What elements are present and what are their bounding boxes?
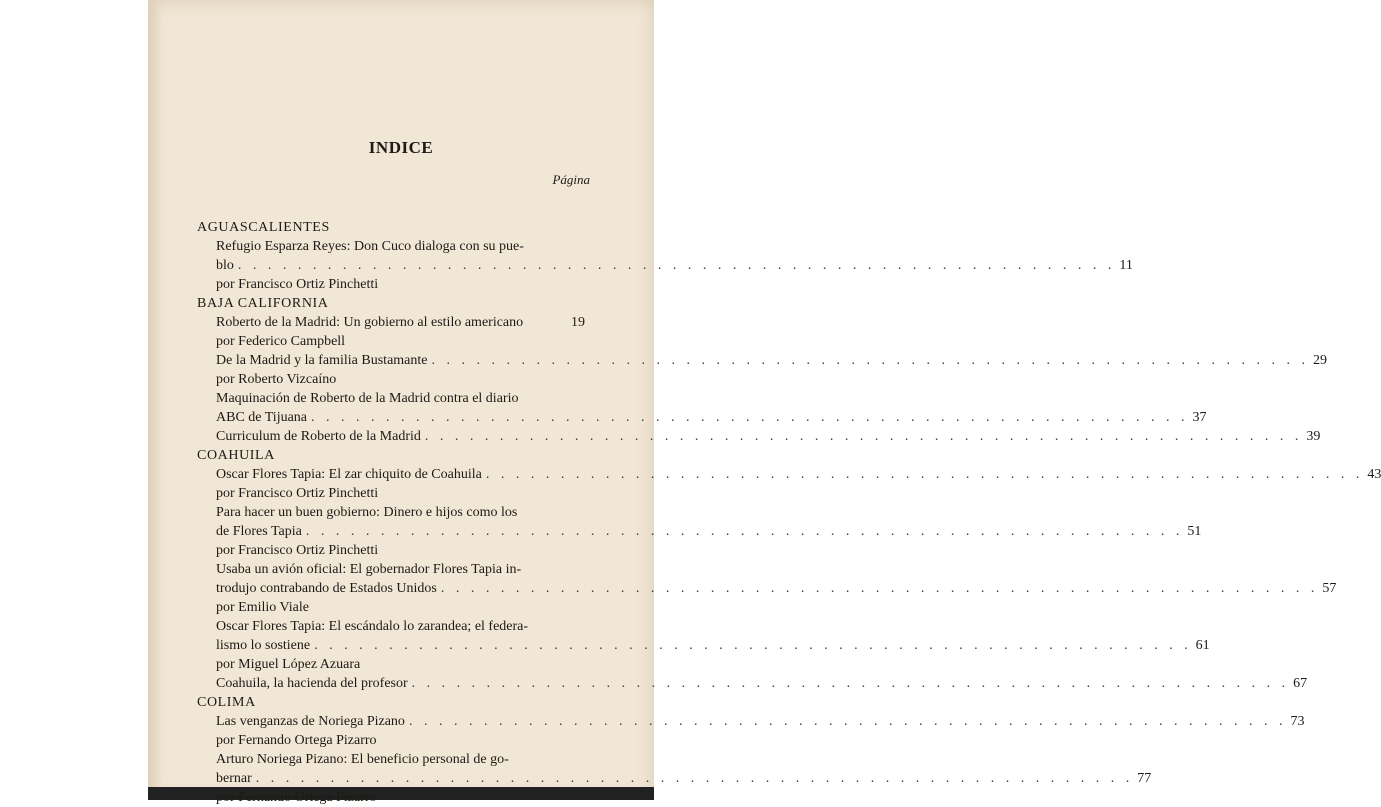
toc-entry: [197, 275, 585, 294]
entry-text: por Francisco Ortiz Pinchetti: [216, 277, 379, 292]
entry-text: por Fernando Ortega Pizarro: [216, 790, 377, 805]
state-heading: COLIMA: [197, 695, 256, 710]
page-number: 43: [1367, 467, 1381, 482]
toc-entry: [197, 427, 1321, 446]
toc-entry: [197, 370, 585, 389]
toc-entry: [197, 484, 585, 503]
entry-text: lismo lo sostiene: [216, 638, 311, 653]
page-gutter-shadow: [148, 0, 162, 800]
toc-entry: [197, 332, 585, 351]
entry-text: por Roberto Vizcaíno: [216, 372, 337, 387]
toc-entry: [197, 313, 585, 332]
entry-text: Arturo Noriega Pizano: El beneficio personal de go-: [216, 752, 509, 767]
entry-text: Para hacer un buen gobierno: Dinero e hijos como los: [216, 505, 518, 520]
toc-entry: [197, 769, 1152, 788]
entry-text: Coahuila, la hacienda del profesor: [216, 676, 408, 691]
state-heading: COAHUILA: [197, 448, 275, 463]
entry-text: por Fernando Ortega Pizarro: [216, 733, 377, 748]
dot-leader: . . . . . . . . . . . . . . . . . . . . . . . . . . . . . . . . . . . . . . . . . . . . . . . . . . . . . . . . . . .: [485, 467, 1364, 482]
entry-text: De la Madrid y la familia Bustamante: [216, 353, 428, 368]
entry-text: Las venganzas de Noriega Pizano: [216, 714, 405, 729]
toc-entry: [197, 522, 1202, 541]
toc-entry: [197, 788, 585, 807]
entry-text: Usaba un avión oficial: El gobernador Flores Tapia in-: [216, 562, 522, 577]
entry-text: Roberto de la Madrid: Un gobierno al estilo americano: [216, 315, 524, 330]
dot-leader: . . . . . . . . . . . . . . . . . . . . . . . . . . . . . . . . . . . . . . . . . . . . . . . . . . . . . . . . . . .: [311, 410, 1189, 425]
state-heading: AGUASCALIENTES: [197, 220, 330, 235]
entry-text: por Emilio Viale: [216, 600, 309, 615]
page-number: 37: [1192, 410, 1207, 425]
toc-entry: [197, 598, 585, 617]
toc-entry: [197, 256, 1133, 275]
toc-entry: [197, 674, 1308, 693]
dot-leader: . . . . . . . . . . . . . . . . . . . . . . . . . . . . . . . . . . . . . . . . . . . . . . . . . . . . . . . . . . .: [411, 676, 1290, 691]
entry-text: Maquinación de Roberto de la Madrid contra el diario: [216, 391, 519, 406]
entry-text: de Flores Tapia: [216, 524, 302, 539]
page-number: 61: [1195, 638, 1210, 653]
toc-entry: [197, 465, 1381, 484]
toc-entry: [197, 579, 1337, 598]
dot-leader: . . . . . . . . . . . . . . . . . . . . . . . . . . . . . . . . . . . . . . . . . . . . . . . . . . . . . . . . . . .: [431, 353, 1309, 368]
toc-entry: [197, 617, 585, 636]
toc-entry: [197, 655, 585, 674]
toc-entry: [197, 389, 585, 408]
entry-text: blo: [216, 258, 234, 273]
toc-entry: [197, 731, 585, 750]
dot-leader: . . . . . . . . . . . . . . . . . . . . . . . . . . . . . . . . . . . . . . . . . . . . . . . . . . . . . . . . . . .: [314, 638, 1192, 653]
entry-text: trodujo contrabando de Estados Unidos: [216, 581, 437, 596]
page-number: 73: [1290, 714, 1305, 729]
toc-entry: [197, 503, 585, 522]
dot-leader: . . . . . . . . . . . . . . . . . . . . . . . . . . . . . . . . . . . . . . . . . . . . . . . . . . . . . . . . . . .: [408, 714, 1287, 729]
entry-text: ABC de Tijuana: [216, 410, 308, 425]
state-heading: BAJA CALIFORNIA: [197, 296, 329, 311]
dot-leader: . . . . . . . . . . . . . . . . . . . . . . . . . . . . . . . . . . . . . . . . . . . . . . . . . . . . . . . . . . .: [255, 771, 1134, 786]
dot-leader: . . . . . . . . . . . . . . . . . . . . . . . . . . . . . . . . . . . . . . . . . . . . . . . . . . . . . . . . . . .: [305, 524, 1184, 539]
page-number: 67: [1293, 676, 1308, 691]
page-number: 11: [1119, 258, 1133, 273]
toc-entry: [197, 351, 1327, 370]
toc-entry: [197, 408, 1207, 427]
dot-leader: . . . . . . . . . . . . . . . . . . . . . . . . . . . . . . . . . . . . . . . . . . . . . . . . . . . . . . . . . . .: [424, 429, 1303, 444]
dot-leader: . . . . . . . . . . . . . . . . . . . . . . . . . . . . . . . . . . . . . . . . . . . . . . . . . . . . . . . . . . .: [237, 258, 1116, 273]
toc-entry: [197, 636, 1210, 655]
toc-entry: [197, 560, 585, 579]
toc-entry: [197, 237, 585, 256]
page-number: 39: [1306, 429, 1321, 444]
table-of-contents: [197, 218, 1381, 807]
entry-text: bernar: [216, 771, 252, 786]
toc-entry: [197, 712, 1305, 731]
entry-text: Curriculum de Roberto de la Madrid: [216, 429, 421, 444]
page-number: 29: [1313, 353, 1327, 368]
page-number: 51: [1187, 524, 1202, 539]
page-number: 57: [1322, 581, 1337, 596]
entry-text: por Miguel López Azuara: [216, 657, 361, 672]
toc-entry: [197, 541, 585, 560]
dot-leader: . . . . . . . . . . . . . . . . . . . . . . . . . . . . . . . . . . . . . . . . . . . . . . . . . . . . . . . . . . .: [440, 581, 1319, 596]
entry-text: por Francisco Ortiz Pinchetti: [216, 486, 379, 501]
entry-text: Oscar Flores Tapia: El zar chiquito de Coahuila: [216, 467, 482, 482]
toc-entry: [197, 750, 585, 769]
entry-text: por Federico Campbell: [216, 334, 346, 349]
page-number: 19: [571, 315, 585, 330]
entry-text: Refugio Esparza Reyes: Don Cuco dialoga con su pue-: [216, 239, 524, 254]
page-title: INDICE: [368, 138, 434, 157]
entry-text: por Francisco Ortiz Pinchetti: [216, 543, 379, 558]
page-number: 77: [1137, 771, 1152, 786]
entry-text: Oscar Flores Tapia: El escándalo lo zarandea; el federa-: [216, 619, 529, 634]
page-column-label: Página: [552, 172, 590, 187]
